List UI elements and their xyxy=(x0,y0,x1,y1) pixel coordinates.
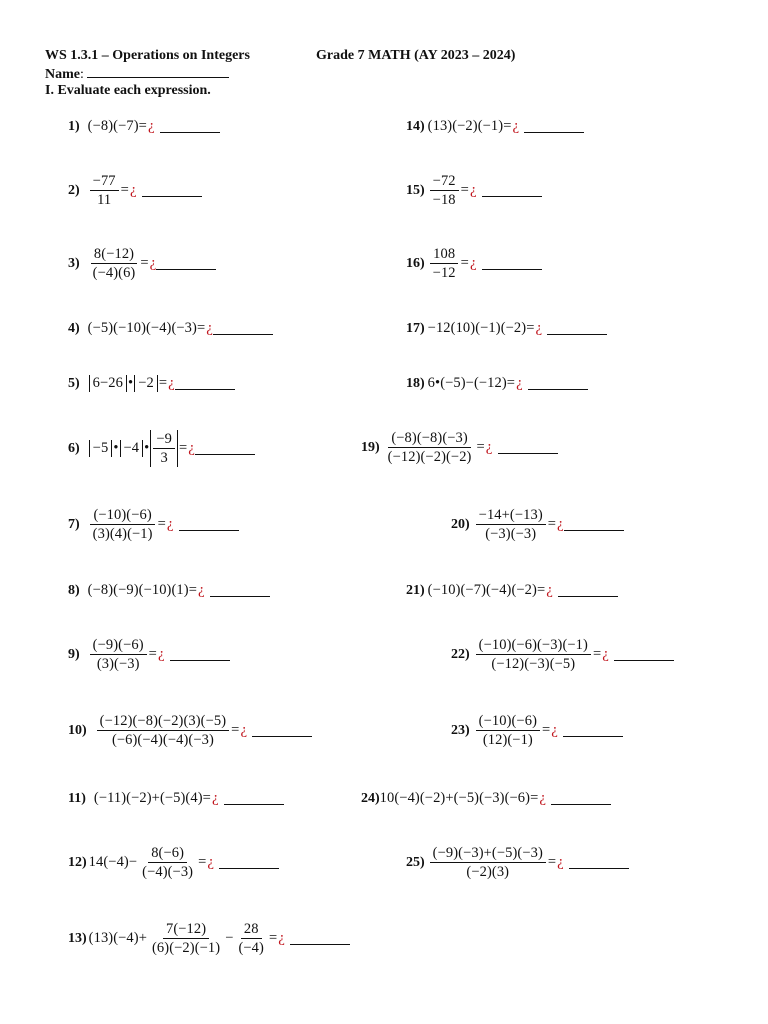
worksheet-title: WS 1.3.1 – Operations on Integers xyxy=(45,48,250,63)
problem-6 xyxy=(68,430,255,467)
answer-blank[interactable] xyxy=(547,322,607,335)
problem-number: 13) xyxy=(68,930,87,946)
problem-2 xyxy=(68,173,202,208)
problem-number: 19) xyxy=(361,439,380,455)
problem-number: 9) xyxy=(68,646,80,662)
answer-blank[interactable] xyxy=(564,518,624,531)
problem-19 xyxy=(361,430,558,465)
problem-number: 20) xyxy=(451,516,470,532)
expression: 6•(−5)−(−12) = ¿ xyxy=(427,375,523,391)
expression: 10(−4)(−2)+(−5)(−3)(−6) = ¿ xyxy=(379,790,547,806)
expression: $\frac{(-10)(-6)}{(3)(4)(-1)}$ = ¿ xyxy=(88,507,174,542)
expression: (−8)(−7) = ¿ xyxy=(87,118,155,134)
problem-number: 15) xyxy=(406,182,425,198)
problem-number: 2) xyxy=(68,182,80,198)
problem-15 xyxy=(406,173,542,208)
problem-number: 17) xyxy=(406,320,425,336)
expression: $\frac{-77}{11}$ = ¿ xyxy=(88,173,137,208)
problem-16 xyxy=(406,246,542,281)
expression: (−11)(−2)+(−5)(4) = ¿ xyxy=(93,790,219,806)
problem-13 xyxy=(68,921,350,956)
problem-number: 7) xyxy=(68,516,80,532)
problem-number: 4) xyxy=(68,320,80,336)
problem-25 xyxy=(406,845,629,880)
problem-number: 1) xyxy=(68,118,80,134)
name-line: Name: xyxy=(45,65,229,83)
problem-20 xyxy=(451,507,624,542)
problem-number: 3) xyxy=(68,255,80,271)
problem-4 xyxy=(68,320,273,337)
problem-number: 21) xyxy=(406,582,425,598)
answer-blank[interactable] xyxy=(213,322,273,335)
answer-blank[interactable] xyxy=(156,257,216,270)
answer-blank[interactable] xyxy=(498,441,558,454)
problem-number: 8) xyxy=(68,582,80,598)
answer-blank[interactable] xyxy=(252,724,312,737)
course-title: Grade 7 MATH (AY 2023 – 2024) xyxy=(316,48,516,63)
expression: (13)(−2)(−1) = ¿ xyxy=(427,118,520,134)
problem-21 xyxy=(406,582,618,599)
answer-blank[interactable] xyxy=(524,120,584,133)
answer-blank[interactable] xyxy=(563,724,623,737)
expression: $\frac{-72}{-18}$ = ¿ xyxy=(428,173,477,208)
problem-10 xyxy=(68,713,312,748)
answer-blank[interactable] xyxy=(179,518,239,531)
problem-1 xyxy=(68,118,220,135)
problem-number: 12) xyxy=(68,854,87,870)
problem-11 xyxy=(68,790,284,807)
answer-blank[interactable] xyxy=(224,792,284,805)
problem-number: 23) xyxy=(451,722,470,738)
answer-blank[interactable] xyxy=(482,184,542,197)
expression: $\frac{108}{-12}$ = ¿ xyxy=(428,246,477,281)
expression: $\frac{8(-12)}{(-4)(6)}$ = ¿ xyxy=(92,246,157,281)
problem-5 xyxy=(68,375,235,392)
expression: (−5)(−10)(−4)(−3) = ¿ xyxy=(87,320,214,336)
problem-7 xyxy=(68,507,239,542)
problem-22 xyxy=(451,637,674,672)
answer-blank[interactable] xyxy=(160,120,220,133)
expression: (13)(−4)+ $\frac{7(-12)}{(6)(-2)(-1)}$ − $\frac{28}{(-4)}$ = ¿ xyxy=(88,921,286,956)
problem-3 xyxy=(68,246,216,281)
expression: $\frac{(-10)(-6)}{(12)(-1)}$ = ¿ xyxy=(474,713,558,748)
name-label: Name xyxy=(45,67,80,82)
answer-blank[interactable] xyxy=(219,856,279,869)
answer-blank[interactable] xyxy=(290,932,350,945)
problem-number: 25) xyxy=(406,854,425,870)
problem-number: 24) xyxy=(361,790,380,806)
problem-number: 18) xyxy=(406,375,425,391)
answer-blank[interactable] xyxy=(528,377,588,390)
expression: (−10)(−7)(−4)(−2) = ¿ xyxy=(427,582,554,598)
problem-17 xyxy=(406,320,607,337)
expression: $\frac{(-8)(-8)(-3)}{(-12)(-2)(-2)}$ = ¿ xyxy=(387,430,493,465)
expression: 14(−4)− $\frac{8(-6)}{(-4)(-3)}$ = ¿ xyxy=(88,845,215,880)
answer-blank[interactable] xyxy=(142,184,202,197)
expression: $\frac{(-10)(-6)(-3)(-1)}{(-12)(-3)(-5)}$ = ¿ xyxy=(474,637,609,672)
answer-blank[interactable] xyxy=(558,584,618,597)
expression: −5 • −4 • $\frac{-9}{3}$ = ¿ xyxy=(88,430,195,467)
problem-number: 16) xyxy=(406,255,425,271)
expression: $\frac{-14+(-13)}{(-3)(-3)}$ = ¿ xyxy=(474,507,564,542)
problem-8 xyxy=(68,582,270,599)
expression: $\frac{(-9)(-3)+(-5)(-3)}{(-2)(3)}$ = ¿ xyxy=(428,845,564,880)
section-heading: I. Evaluate each expression. xyxy=(45,83,211,98)
problem-number: 14) xyxy=(406,118,425,134)
problem-24 xyxy=(361,790,611,807)
answer-blank[interactable] xyxy=(482,257,542,270)
problem-23 xyxy=(451,713,623,748)
answer-blank[interactable] xyxy=(569,856,629,869)
problem-18 xyxy=(406,375,588,392)
problem-number: 22) xyxy=(451,646,470,662)
expression: $\frac{(-9)(-6)}{(3)(-3)}$ = ¿ xyxy=(88,637,165,672)
expression: (−8)(−9)(−10)(1) = ¿ xyxy=(87,582,205,598)
answer-blank[interactable] xyxy=(614,648,674,661)
answer-blank[interactable] xyxy=(195,442,255,455)
expression: $\frac{(-12)(-8)(-2)(3)(-5)}{(-6)(-4)(-4)(-3)}$ = ¿ xyxy=(95,713,248,748)
problem-9 xyxy=(68,637,230,672)
problem-number: 5) xyxy=(68,375,80,391)
expression: −12(10)(−1)(−2) = ¿ xyxy=(427,320,543,336)
answer-blank[interactable] xyxy=(170,648,230,661)
expression: 6−26 • −2 = ¿ xyxy=(88,375,175,392)
problem-number: 10) xyxy=(68,722,87,738)
problem-number: 11) xyxy=(68,790,86,806)
problem-number: 6) xyxy=(68,440,80,456)
problem-14 xyxy=(406,118,584,135)
answer-blank[interactable] xyxy=(175,377,235,390)
problem-12 xyxy=(68,845,279,880)
answer-blank[interactable] xyxy=(551,792,611,805)
name-field[interactable] xyxy=(87,65,229,78)
answer-blank[interactable] xyxy=(210,584,270,597)
